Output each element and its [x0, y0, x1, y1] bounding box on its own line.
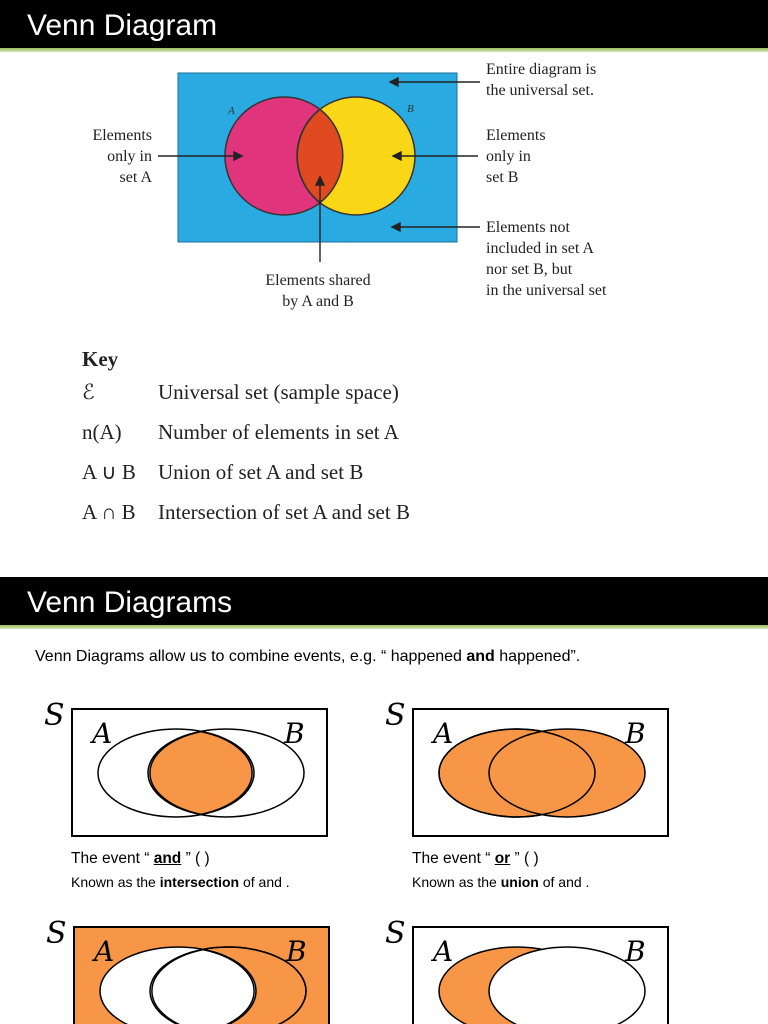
intro-suffix: happened”. — [494, 648, 581, 665]
callout-only-b-line2: only in — [486, 148, 531, 165]
venn-diagram-labeled — [0, 52, 768, 372]
caption-bold: intersection — [159, 874, 240, 890]
key-meaning-universal: Universal set (sample space) — [158, 380, 399, 404]
callout-only-a-line3: set A — [119, 169, 152, 186]
slide-venn-diagrams — [0, 577, 768, 1024]
set-a-label: A — [433, 935, 454, 968]
slide-title: Venn Diagram — [27, 9, 218, 42]
callout-not-included — [486, 217, 606, 301]
title-bar — [0, 577, 768, 625]
callout-only-a — [80, 125, 152, 188]
callout-only-a-line1: Elements — [92, 127, 152, 144]
set-a-letter: A — [228, 105, 235, 117]
callout-universal — [486, 59, 596, 101]
key-heading: Key — [82, 347, 119, 371]
intro-text — [35, 648, 580, 666]
caption-keyword: and — [153, 850, 182, 867]
caption-bold: union — [500, 874, 539, 890]
caption-suffix: of and . — [538, 874, 590, 890]
slide-title: Venn Diagrams — [27, 586, 233, 619]
callout-shared-line1: Elements shared — [265, 272, 371, 289]
key-symbol-intersection: A ∩ B — [82, 500, 136, 524]
caption-suffix: ” ( ) — [510, 850, 539, 867]
venn-panel-union — [381, 698, 681, 851]
caption-union-line2 — [412, 874, 589, 890]
caption-union-line1 — [412, 850, 539, 868]
caption-intersection-line1 — [71, 850, 210, 868]
caption-suffix: of and . — [239, 874, 290, 890]
caption-prefix: Known as the — [71, 874, 160, 890]
panel-s-label: S — [46, 916, 67, 951]
set-a-label: A — [94, 935, 115, 968]
caption-suffix: ” ( ) — [181, 850, 210, 867]
intro-prefix: Venn Diagrams allow us to combine events, e.g. “ happened — [35, 648, 467, 665]
set-a-label: A — [92, 717, 113, 750]
title-bar — [0, 0, 768, 48]
set-b-label: B — [625, 717, 646, 750]
key-symbol-universal: ℰ — [82, 380, 95, 404]
callout-only-b-line3: set B — [486, 169, 519, 186]
caption-intersection-line2 — [71, 874, 290, 890]
set-b-ellipse — [489, 729, 645, 817]
caption-prefix: The event “ — [412, 850, 495, 867]
callout-only-b-line1: Elements — [486, 127, 546, 144]
venn-panel-a-only — [381, 916, 681, 1024]
set-b-letter: B — [407, 103, 414, 115]
key-symbol-count: n(A) — [82, 420, 122, 444]
set-a-label: A — [433, 717, 454, 750]
key-meaning-count: Number of elements in set A — [158, 420, 399, 444]
venn-panel-intersection — [40, 698, 340, 851]
callout-only-b — [486, 125, 546, 188]
set-b-label: B — [625, 935, 646, 968]
key-meaning-union: Union of set A and set B — [158, 460, 364, 484]
caption-keyword: or — [494, 850, 511, 867]
callout-not-included-line1: Elements not — [486, 219, 570, 236]
set-b-label: B — [286, 935, 307, 968]
callout-universal-line1: Entire diagram is — [486, 61, 597, 78]
callout-shared — [240, 270, 396, 312]
callout-not-included-line2: included in set A — [486, 240, 594, 257]
callout-universal-line2: the universal set. — [486, 82, 594, 99]
callout-not-included-line4: in the universal set — [486, 282, 607, 299]
panel-s-label: S — [385, 698, 406, 733]
panel-s-label: S — [385, 916, 406, 951]
callout-only-a-line2: only in — [107, 148, 152, 165]
set-b-label: B — [284, 717, 305, 750]
caption-prefix: The event “ — [71, 850, 154, 867]
venn-panel-complement — [42, 916, 342, 1024]
title-accent-line — [0, 625, 768, 629]
key-meaning-intersection: Intersection of set A and set B — [158, 500, 410, 524]
callout-not-included-line3: nor set B, but — [486, 261, 573, 278]
callout-shared-line2: by A and B — [282, 293, 354, 310]
intro-bold: and — [466, 648, 495, 665]
key-symbol-union: A ∪ B — [82, 460, 136, 484]
caption-prefix: Known as the — [412, 874, 501, 890]
panel-s-label: S — [44, 698, 65, 733]
